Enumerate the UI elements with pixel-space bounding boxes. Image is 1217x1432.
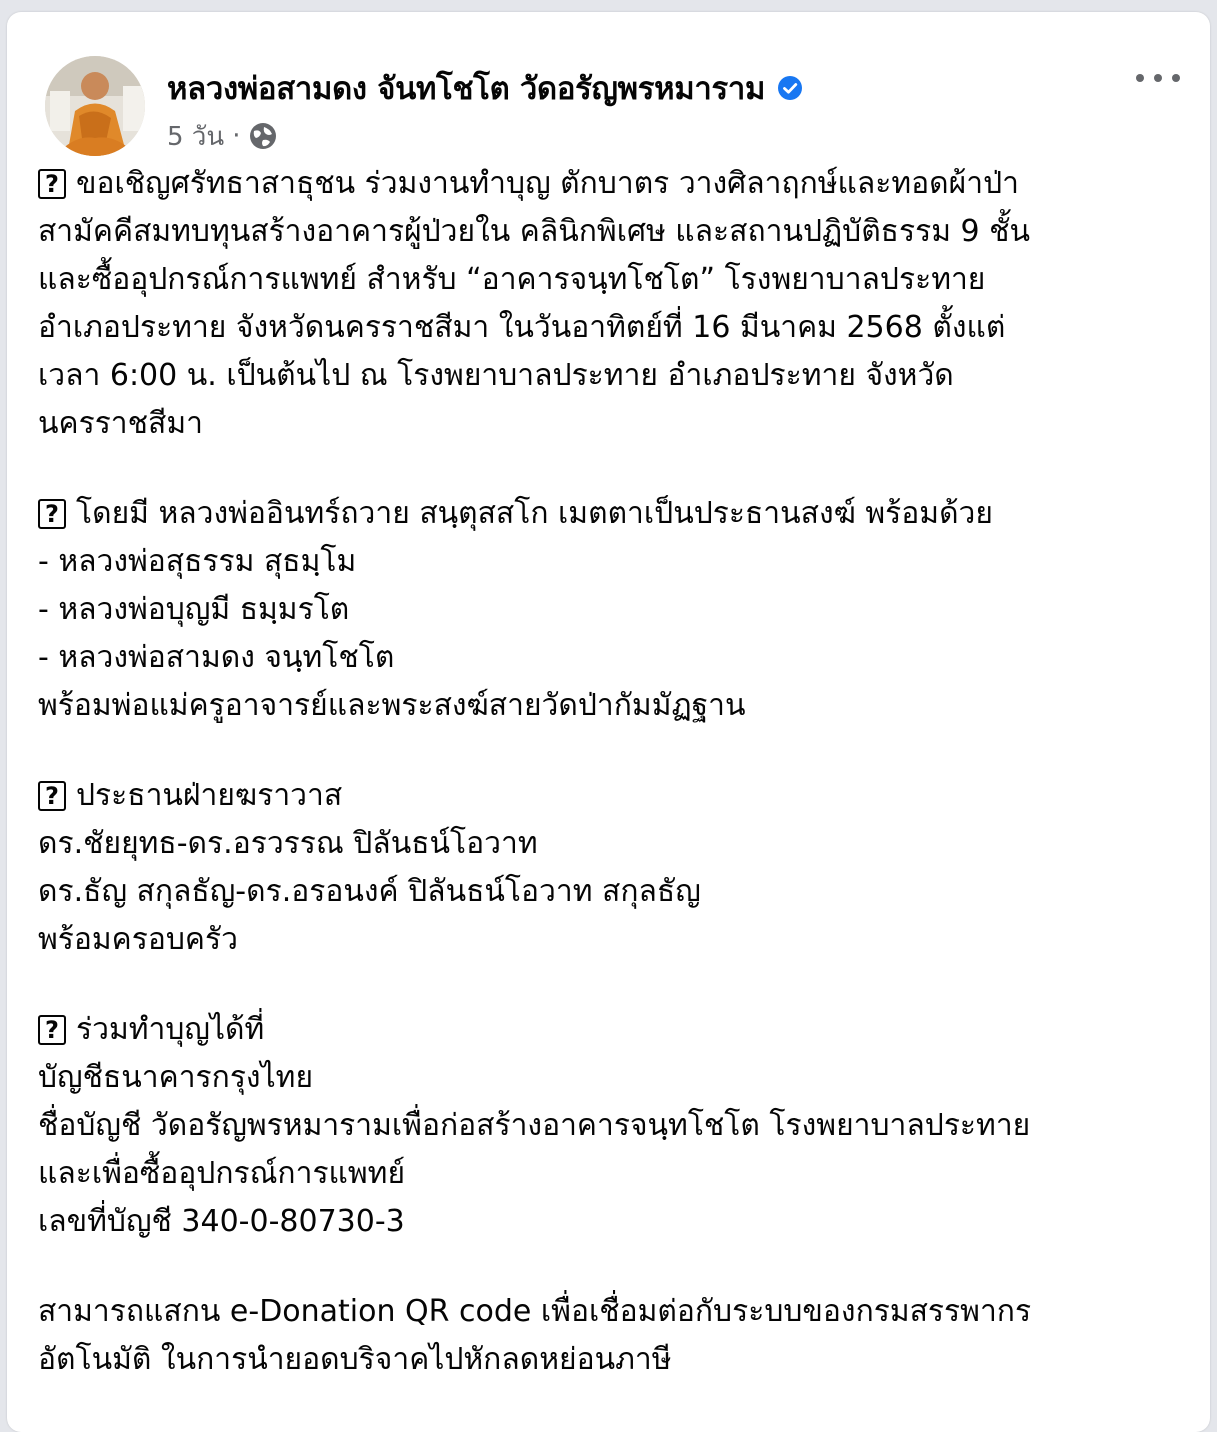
post-text-line — [38, 772, 1188, 820]
post-text-line — [38, 586, 1188, 634]
post-text: ประธานฝ่ายฆราวาส — [76, 778, 343, 813]
post-timestamp[interactable]: 5 วัน — [167, 121, 225, 152]
post-header — [167, 66, 803, 110]
post-text: และเพื่อซื้ออุปกรณ์การแพทย์ — [38, 1156, 406, 1191]
paragraph-gap — [38, 730, 1188, 772]
post-text: พร้อมพ่อแม่ครูอาจารย์และพระสงฆ์สายวัดป่ากัมมัฏฐาน — [38, 688, 746, 723]
post-text-line — [38, 1288, 1188, 1336]
author-name[interactable]: หลวงพ่อสามดง จันทโชโต วัดอรัญพรหมาราม — [167, 71, 766, 107]
globe-icon[interactable] — [248, 121, 278, 151]
post-text: ร่วมทำบุญได้ที่ — [76, 1012, 265, 1047]
post-paragraph — [38, 1288, 1188, 1384]
author-avatar[interactable] — [45, 56, 145, 156]
post-text: สามัคคีสมทบทุนสร้างอาคารผู้ป่วยใน คลินิกพิเศษ และสถานปฏิบัติธรรม 9 ชั้น — [38, 214, 1031, 249]
paragraph-gap — [38, 1246, 1188, 1288]
post-text: พร้อมครอบครัว — [38, 922, 238, 957]
missing-emoji-icon: ? — [38, 499, 66, 529]
post-text-line — [38, 682, 1188, 730]
post-text-line — [38, 490, 1188, 538]
post-text: โดยมี หลวงพ่ออินทร์ถวาย สนฺตุสสโก เมตตาเป็นประธานสงฆ์ พร้อมด้วย — [76, 496, 993, 531]
post-text-line — [38, 352, 1188, 400]
post-text: ชื่อบัญชี วัดอรัญพรหมารามเพื่อก่อสร้างอาคารจนฺทโชโต โรงพยาบาลประทาย — [38, 1108, 1031, 1143]
post-text-line — [38, 1150, 1188, 1198]
missing-emoji-icon: ? — [38, 169, 66, 199]
post-text: สามารถแสกน e-Donation QR code เพื่อเชื่อมต่อกับระบบของกรมสรรพากร — [38, 1294, 1032, 1329]
post-text-line — [38, 1198, 1188, 1246]
post-text-line — [38, 304, 1188, 352]
post-paragraph — [38, 490, 1188, 730]
post-text: - หลวงพ่อบุญมี ธมฺมรโต — [38, 592, 350, 627]
post-text-line — [38, 256, 1188, 304]
post-paragraph — [38, 772, 1188, 964]
more-dot — [1136, 74, 1144, 82]
post-text: อำเภอประทาย จังหวัดนครราชสีมา ในวันอาทิตย์ที่ 16 มีนาคม 2568 ตั้งแต่ — [38, 310, 1006, 345]
verified-badge-icon — [777, 75, 803, 101]
missing-emoji-icon: ? — [38, 1015, 66, 1045]
post-text-line — [38, 1336, 1188, 1384]
post-text: ดร.ธัญ สกุลธัญ-ดร.อรอนงค์ ปิลันธน์โอวาท สกุลธัญ — [38, 874, 701, 909]
post-body — [38, 160, 1188, 1384]
post-text-line — [38, 916, 1188, 964]
post-text: เลขที่บัญชี 340-0-80730-3 — [38, 1204, 405, 1239]
post-text: อัตโนมัติ ในการนำยอดบริจาคไปหักลดหย่อนภาษี — [38, 1342, 672, 1377]
post-text: ดร.ชัยยุทธ-ดร.อรวรรณ ปิลันธน์โอวาท — [38, 826, 538, 861]
paragraph-gap — [38, 964, 1188, 1006]
post-text: ขอเชิญศรัทธาสาธุชน ร่วมงานทำบุญ ตักบาตร วางศิลาฤกษ์และทอดผ้าป่า — [76, 166, 1019, 201]
more-dot — [1172, 74, 1180, 82]
avatar-image — [45, 56, 145, 156]
post-text-line — [38, 868, 1188, 916]
paragraph-gap — [38, 448, 1188, 490]
post-text: - หลวงพ่อสุธรรม สุธมฺโม — [38, 544, 357, 579]
post-text: เวลา 6:00 น. เป็นต้นไป ณ โรงพยาบาลประทาย อำเภอประทาย จังหวัด — [38, 358, 954, 393]
post-text: และซื้ออุปกรณ์การแพทย์ สำหรับ “อาคารจนฺทโชโต” โรงพยาบาลประทาย — [38, 262, 986, 297]
post-paragraph — [38, 160, 1188, 448]
post-text-line — [38, 538, 1188, 586]
post-text-line — [38, 1102, 1188, 1150]
post-text-line — [38, 208, 1188, 256]
post-text: นครราชสีมา — [38, 406, 203, 441]
post-paragraph — [38, 1006, 1188, 1246]
post-text-line — [38, 820, 1188, 868]
post-text-line — [38, 634, 1188, 682]
post-meta — [167, 116, 278, 156]
post-text-line — [38, 160, 1188, 208]
more-options-icon[interactable] — [1136, 66, 1180, 90]
missing-emoji-icon: ? — [38, 781, 66, 811]
post-text: - หลวงพ่อสามดง จนฺทโชโต — [38, 640, 395, 675]
more-dot — [1154, 74, 1162, 82]
post-text: บัญชีธนาคารกรุงไทย — [38, 1060, 314, 1095]
post-text-line — [38, 1054, 1188, 1102]
post-text-line — [38, 400, 1188, 448]
post-text-line — [38, 1006, 1188, 1054]
meta-separator: · — [232, 121, 241, 151]
